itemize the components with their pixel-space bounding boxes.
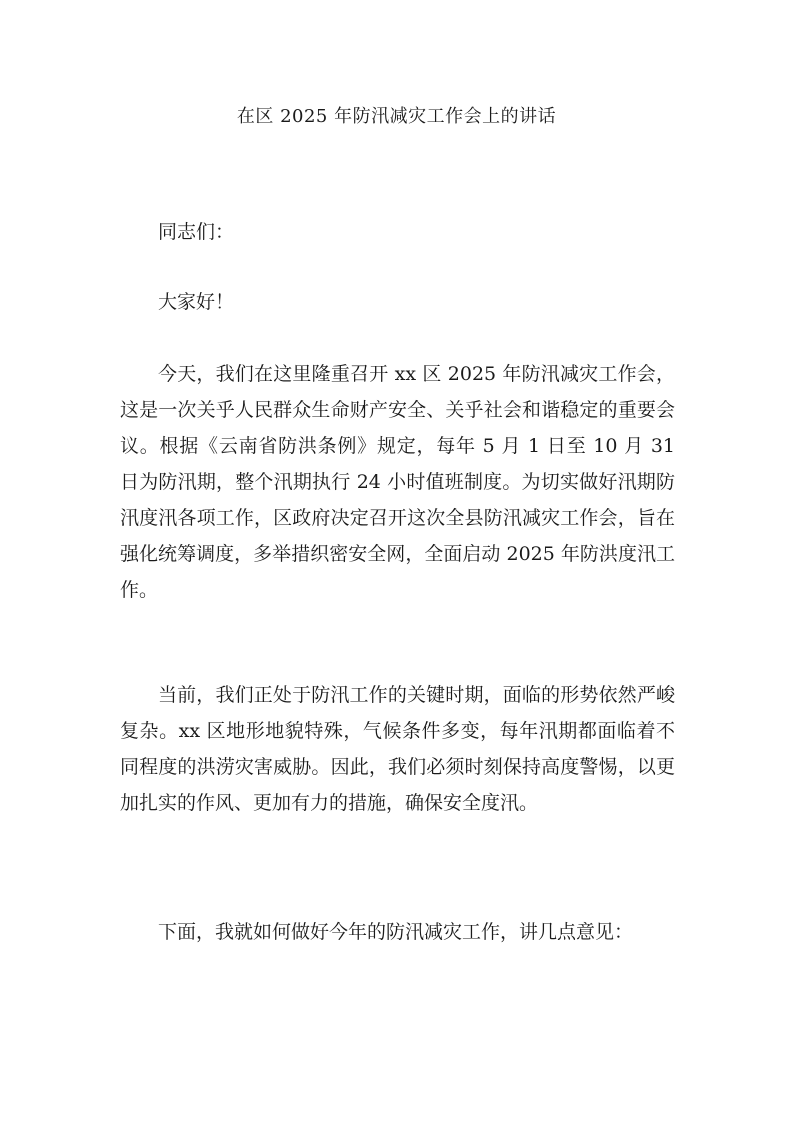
document-title: 在区 2025 年防汛减灾工作会上的讲话 [236,106,557,127]
greeting-line: 同志们： [158,221,235,243]
salutation-line: 大家好！ [158,291,235,313]
paragraph-situation: 当前，我们正处于防汛工作的关键时期，面临的形势依然严峻复杂。xx 区地形地貌特殊，气候条件多变，每年汛期都面临着不同程度的洪涝灾害威胁。因此，我们必须时刻保持高度警惕，以更加扎实的作风、更加有力的措施，确保安全度汛。 [120,684,675,814]
paragraph-transition: 下面，我就如何做好今年的防汛减灾工作，讲几点意见： [158,921,634,943]
paragraph-opening: 今天，我们在这里隆重召开 xx 区 2025 年防汛减灾工作会，这是一次关乎人民群众生命财产安全、关乎社会和谐稳定的重要会议。根据《云南省防洪条例》规定，每年 5 月 1 日至 10 月 31 日为防汛期，整个汛期执行 24 小时值班制度。为切实做好汛期防汛度汛各项工作，区政府决定召开这次全县防汛减灾工作会，旨在强化统筹调度，多举措织密安全网，全面启动 2025 年防洪度汛工作。 [120,363,675,601]
